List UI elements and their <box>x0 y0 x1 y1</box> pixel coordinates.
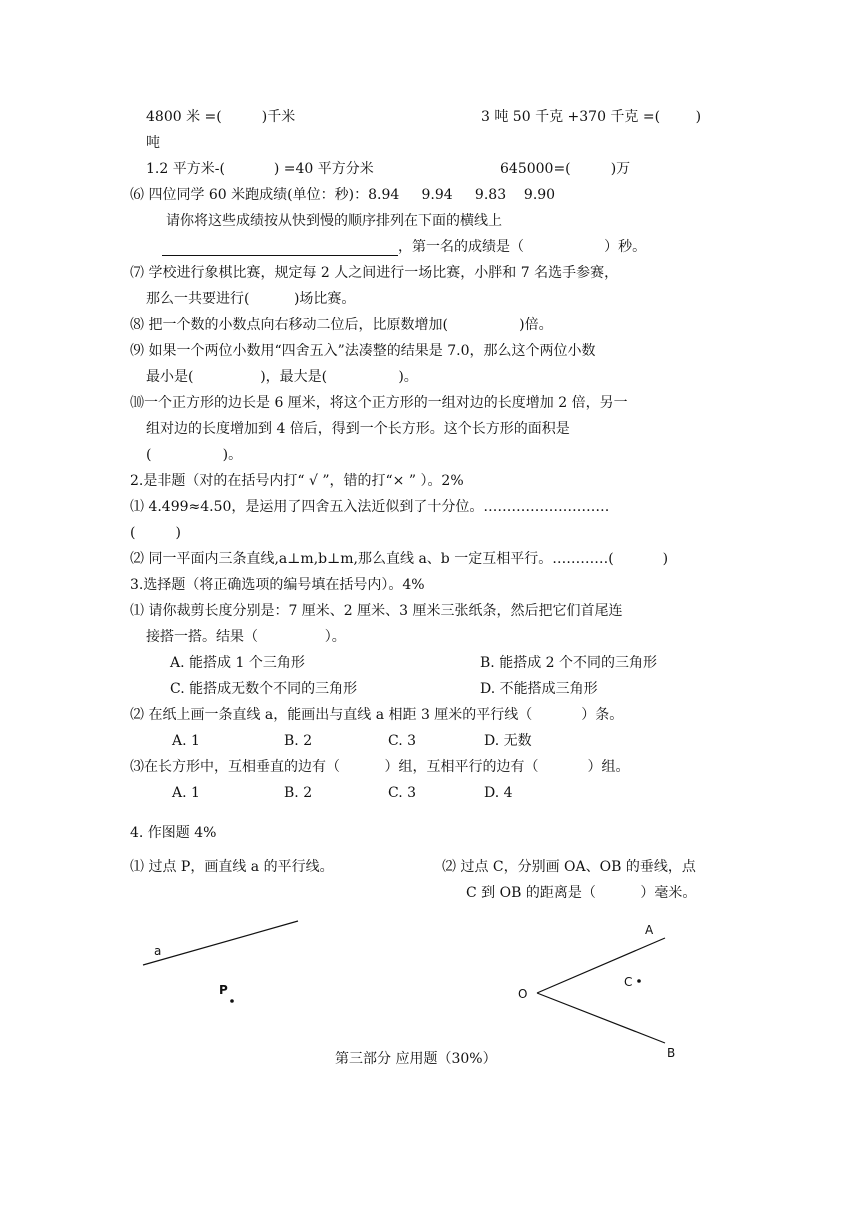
tf-q2: ⑵ 同一平面内三条直线,a⊥m,b⊥m,那么直线 a、b 一定互相平行。…………( ) <box>130 551 669 567</box>
q9-rounding-cont: 最小是( )，最大是( )。 <box>146 369 418 385</box>
q7-chess-match-cont: 那么一共要进行( )场比赛。 <box>146 291 356 307</box>
q6-running-scores: ⑹ 四位同学 60 米跑成绩(单位：秒)：8.94 9.94 9.83 9.90 <box>130 187 556 203</box>
draw-q2: ⑵ 过点 C，分别画 OA、OB 的垂线，点 <box>442 859 696 875</box>
section2-title: 2.是非题（对的在括号内打“ √ ”，错的打“× ” ）。2% <box>130 473 464 489</box>
mc-q2-option-a: A. 1 <box>172 733 200 749</box>
point-c <box>637 979 641 983</box>
q10-square-cont: 组对边的长度增加到 4 倍后，得到一个长方形。这个长方形的面积是 <box>146 421 570 437</box>
label-point-b: B <box>667 1046 676 1060</box>
mc-q3: ⑶在长方形中，互相垂直的边有（ ）组，互相平行的边有（ ）组。 <box>130 759 630 775</box>
q6-first-place: ，第一名的成绩是（ ）秒。 <box>398 239 647 255</box>
point-p <box>230 999 234 1003</box>
q6-instruction: 请你将这些成绩按从快到慢的顺序排列在下面的横线上 <box>166 213 502 229</box>
label-line-a: a <box>154 944 162 958</box>
mc-q3-option-b: B. 2 <box>284 785 313 801</box>
section3-title: 3.选择题（将正确选项的编号填在括号内）。4% <box>130 577 425 593</box>
ray-ob <box>537 993 665 1043</box>
mc-q2-option-c: C. 3 <box>388 733 417 749</box>
q-convert-km: 4800 米 =( )千米 <box>146 109 296 125</box>
label-point-c: C <box>624 975 633 989</box>
mc-q2-option-b: B. 2 <box>284 733 313 749</box>
q10-square: ⑽一个正方形的边长是 6 厘米，将这个正方形的一组对边的长度增加 2 倍，另一 <box>130 395 628 411</box>
mc-q1: ⑴ 请你裁剪长度分别是：7 厘米、2 厘米、3 厘米三张纸条，然后把它们首尾连 <box>130 603 623 619</box>
mc-q1-option-c: C. 能搭成无数个不同的三角形 <box>170 681 358 697</box>
tf-q1-bracket: ( ) <box>130 525 181 541</box>
mc-q1-option-a: A. 能搭成 1 个三角形 <box>170 655 305 671</box>
q7-chess-match: ⑺ 学校进行象棋比赛，规定每 2 人之间进行一场比赛，小胖和 7 名选手参赛， <box>130 265 619 281</box>
label-point-a: A <box>645 923 654 937</box>
mc-q1-cont: 接搭一搭。结果（ ）。 <box>146 629 346 645</box>
q-convert-ton: 3 吨 50 千克 +370 千克 =( ) <box>481 109 702 125</box>
q8-decimal-shift: ⑻ 把一个数的小数点向右移动二位后，比原数增加( )倍。 <box>130 317 553 333</box>
q-convert-area: 1.2 平方米-( ) =40 平方分米 <box>146 161 374 177</box>
section4-title: 4. 作图题 4% <box>130 825 217 841</box>
draw-q1: ⑴ 过点 P，画直线 a 的平行线。 <box>130 859 334 875</box>
mc-q3-option-c: C. 3 <box>388 785 417 801</box>
q9-rounding: ⑼ 如果一个两位小数用“四舍五入”法凑整的结果是 7.0，那么这个两位小数 <box>130 343 596 359</box>
draw-q2-cont: C 到 OB 的距离是（ ）毫米。 <box>466 885 697 901</box>
mc-q2-option-d: D. 无数 <box>484 733 532 749</box>
mc-q1-option-d: D. 不能搭成三角形 <box>480 681 598 697</box>
tf-q1: ⑴ 4.499≈4.50，是运用了四舍五入法近似到了十分位。……………………… <box>130 499 610 515</box>
q-convert-wan: 645000=( )万 <box>500 161 631 177</box>
part3-heading: 第三部分 应用题（30%） <box>335 1051 497 1067</box>
mc-q3-option-a: A. 1 <box>172 785 200 801</box>
mc-q2: ⑵ 在纸上画一条直线 a，能画出与直线 a 相距 3 厘米的平行线（ ）条。 <box>130 707 624 723</box>
ray-oa <box>537 938 665 993</box>
q10-answer: ( )。 <box>146 447 243 463</box>
mc-q3-option-d: D. 4 <box>484 785 513 801</box>
line-a <box>143 921 298 965</box>
label-point-p: P <box>219 983 228 997</box>
mc-q1-option-b: B. 能搭成 2 个不同的三角形 <box>480 655 657 671</box>
label-point-o: O <box>518 987 528 1001</box>
q-convert-ton-unit: 吨 <box>146 135 160 151</box>
